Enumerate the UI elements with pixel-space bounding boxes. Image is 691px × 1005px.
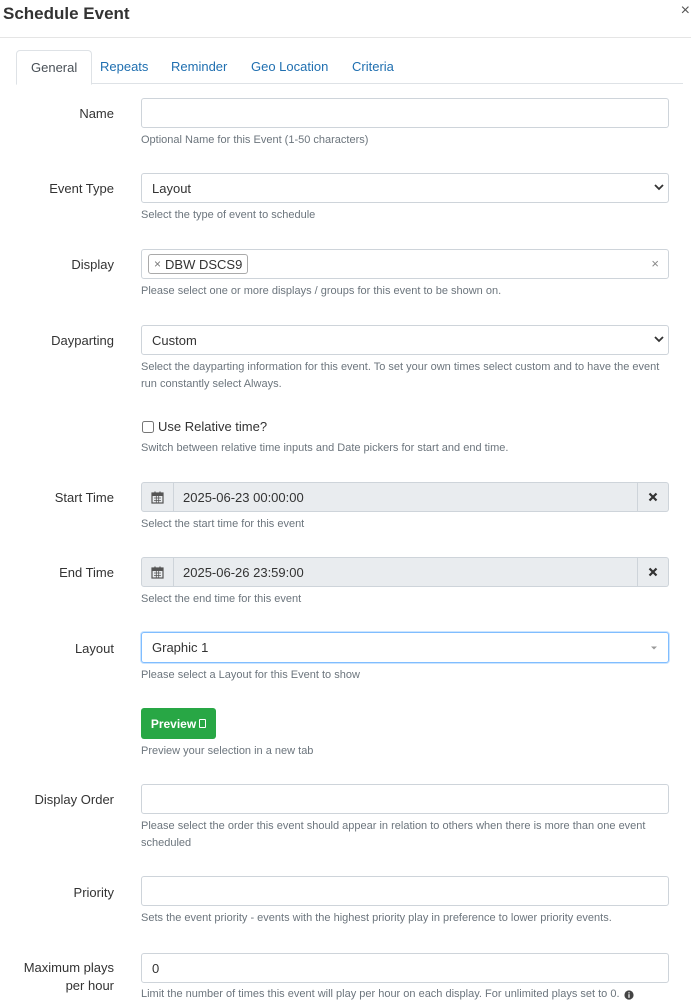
display-label: Display xyxy=(71,257,114,272)
dayparting-help: Select the dayparting information for this event. To set your own times select custom and to have the event run constantly select Always. xyxy=(141,361,660,390)
display-help: Please select one or more displays / groups for this event to be shown on. xyxy=(141,285,502,297)
relative-time-row xyxy=(141,419,267,434)
tab-repeats[interactable]: Repeats xyxy=(100,59,149,74)
display-order-help: Please select the order this event should appear in relation to others when there is more than one event scheduled xyxy=(141,820,646,849)
relative-time-checkbox[interactable] xyxy=(142,421,154,433)
close-button[interactable]: × xyxy=(680,2,690,19)
name-help: Optional Name for this Event (1-50 characters) xyxy=(141,134,369,146)
start-time-input[interactable]: 2025-06-23 00:00:00 xyxy=(174,482,638,512)
tab-reminder[interactable]: Reminder xyxy=(171,59,228,74)
external-link-icon xyxy=(199,719,206,728)
close-icon xyxy=(648,492,658,502)
relative-time-help: Switch between relative time inputs and Date pickers for start and end time. xyxy=(141,442,509,454)
start-time-group xyxy=(141,482,669,512)
tab-general[interactable]: General xyxy=(16,50,92,85)
event-type-help: Select the type of event to schedule xyxy=(141,209,316,221)
end-time-input[interactable]: 2025-06-26 23:59:00 xyxy=(174,557,638,587)
display-order-input[interactable] xyxy=(141,784,669,814)
layout-label: Layout xyxy=(74,641,114,656)
priority-label: Priority xyxy=(73,885,114,900)
layout-select[interactable] xyxy=(141,632,669,663)
tab-geo-location[interactable]: Geo Location xyxy=(251,59,329,74)
clear-end-time-button[interactable] xyxy=(638,557,669,587)
display-order-label: Display Order xyxy=(34,792,114,807)
max-plays-help: Limit the number of times this event will play per hour on each display. For unlimited plays set to 0. xyxy=(141,988,620,1000)
layout-value: Graphic 1 xyxy=(152,640,209,655)
display-tag xyxy=(148,254,248,274)
preview-help: Preview your selection in a new tab xyxy=(141,745,314,757)
max-plays-help-row xyxy=(141,986,669,1003)
event-type-label: Event Type xyxy=(49,181,114,196)
relative-time-label: Use Relative time? xyxy=(158,419,268,434)
chevron-down-icon xyxy=(654,182,664,192)
max-plays-input[interactable]: 0 xyxy=(141,953,669,983)
calendar-icon[interactable] xyxy=(141,557,174,587)
chevron-down-icon xyxy=(654,334,664,344)
preview-button[interactable] xyxy=(141,708,216,739)
name-label: Name xyxy=(79,106,114,121)
clear-start-time-button[interactable] xyxy=(638,482,669,512)
max-plays-label: Maximum plays per hour xyxy=(23,960,114,993)
priority-help: Sets the event priority - events with the highest priority play in preference to lower priority events. xyxy=(141,912,612,924)
calendar-icon[interactable] xyxy=(141,482,174,512)
modal-header xyxy=(0,0,691,38)
end-time-group xyxy=(141,557,669,587)
caret-down-icon xyxy=(650,644,658,652)
tag-remove-icon[interactable]: × xyxy=(154,257,162,271)
end-time-help: Select the end time for this event xyxy=(141,593,302,605)
dayparting-value: Custom xyxy=(152,332,197,348)
priority-input[interactable] xyxy=(141,876,669,906)
preview-button-label: Preview xyxy=(150,716,197,731)
tab-criteria[interactable]: Criteria xyxy=(352,59,394,74)
event-type-value: Layout xyxy=(152,180,192,196)
name-input[interactable] xyxy=(141,98,669,128)
close-icon xyxy=(648,567,658,577)
event-type-select[interactable] xyxy=(141,173,669,203)
end-time-label: End Time xyxy=(59,565,114,580)
clear-selection-icon[interactable]: × xyxy=(651,256,659,271)
layout-help: Please select a Layout for this Event to show xyxy=(141,669,360,681)
dayparting-select[interactable] xyxy=(141,325,669,355)
info-icon[interactable] xyxy=(624,990,634,1000)
display-tag-label: DBW DSCS9 xyxy=(165,256,243,272)
start-time-help: Select the start time for this event xyxy=(141,518,305,530)
dayparting-label: Dayparting xyxy=(51,333,114,348)
modal-title: Schedule Event xyxy=(3,4,130,23)
display-multiselect[interactable] xyxy=(141,249,669,279)
start-time-label: Start Time xyxy=(54,490,114,505)
tab-bar xyxy=(16,50,683,84)
